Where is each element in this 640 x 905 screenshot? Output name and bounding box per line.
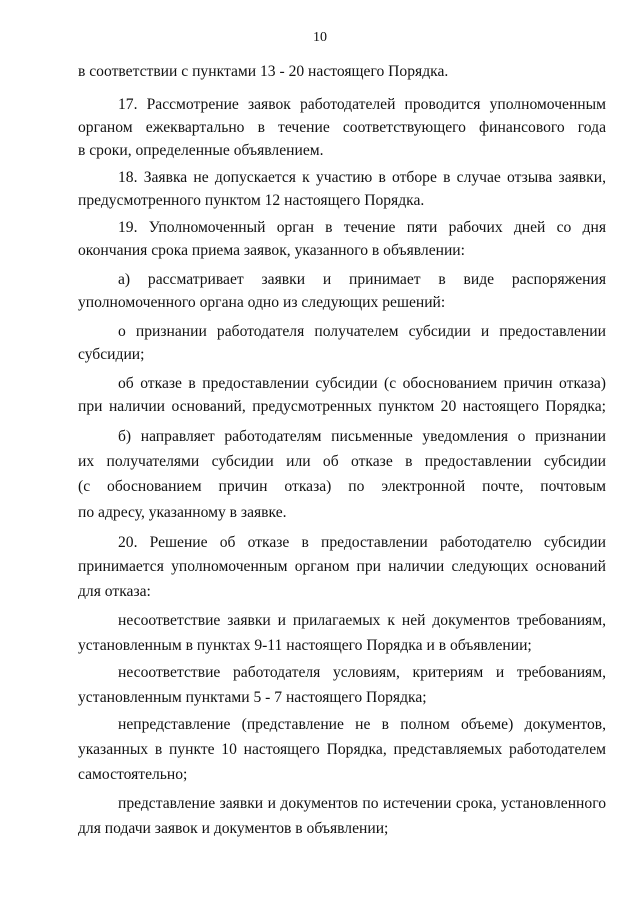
text-line: (с обоснованием причин отказа) по электронной почте, почтовым: [78, 478, 606, 495]
text-line: б) направляет работодателям письменные уведомления о признании: [118, 428, 606, 445]
text-line: об отказе в предоставлении субсидии (с обоснованием причин отказа): [118, 375, 606, 392]
text-line: а) рассматривает заявки и принимает в виде распоряжения: [118, 271, 606, 288]
text-line: 19. Уполномоченный орган в течение пяти рабочих дней со дня: [118, 219, 606, 236]
text-line: 17. Рассмотрение заявок работодателей проводится уполномоченным: [118, 96, 606, 113]
text-line: 18. Заявка не допускается к участию в отборе в случае отзыва заявки,: [118, 169, 606, 186]
text-line: для подачи заявок и документов в объявлении;: [78, 820, 389, 837]
text-line: окончания срока приема заявок, указанного в объявлении:: [78, 242, 465, 259]
text-line: самостоятельно;: [78, 766, 188, 783]
page-number: 10: [313, 30, 327, 45]
text-line: в соответствии с пунктами 13 - 20 настоящего Порядка.: [78, 63, 449, 80]
text-line: при наличии оснований, предусмотренных пунктом 20 настоящего Порядка;: [78, 398, 606, 415]
text-line: предусмотренного пунктом 12 настоящего Порядка.: [78, 192, 425, 209]
text-line: установленным пунктами 5 - 7 настоящего Порядка;: [78, 689, 427, 706]
text-line: органом ежеквартально в течение соответствующего финансового года: [78, 119, 606, 136]
text-line: установленным в пунктах 9-11 настоящего Порядка и в объявлении;: [78, 637, 532, 654]
text-line: непредставление (представление не в полном объеме) документов,: [118, 716, 606, 733]
text-line: субсидии;: [78, 346, 145, 363]
text-line: представление заявки и документов по истечении срока, установленного: [118, 795, 606, 812]
text-line: указанных в пункте 10 настоящего Порядка, представляемых работодателем: [78, 741, 606, 758]
text-line: по адресу, указанному в заявке.: [78, 504, 287, 521]
text-line: в сроки, определенные объявлением.: [78, 142, 324, 159]
text-line: 20. Решение об отказе в предоставлении работодателю субсидии: [118, 534, 606, 551]
text-line: несоответствие работодателя условиям, критериям и требованиям,: [118, 664, 606, 681]
text-line: для отказа:: [78, 583, 151, 600]
text-line: несоответствие заявки и прилагаемых к ней документов требованиям,: [118, 612, 606, 629]
text-line: принимается уполномоченным органом при наличии следующих оснований: [78, 558, 606, 575]
text-line: о признании работодателя получателем субсидии и предоставлении: [118, 323, 606, 340]
text-line: их получателями субсидии или об отказе в предоставлении субсидии: [78, 453, 606, 470]
text-line: уполномоченного органа одно из следующих решений:: [78, 294, 446, 311]
